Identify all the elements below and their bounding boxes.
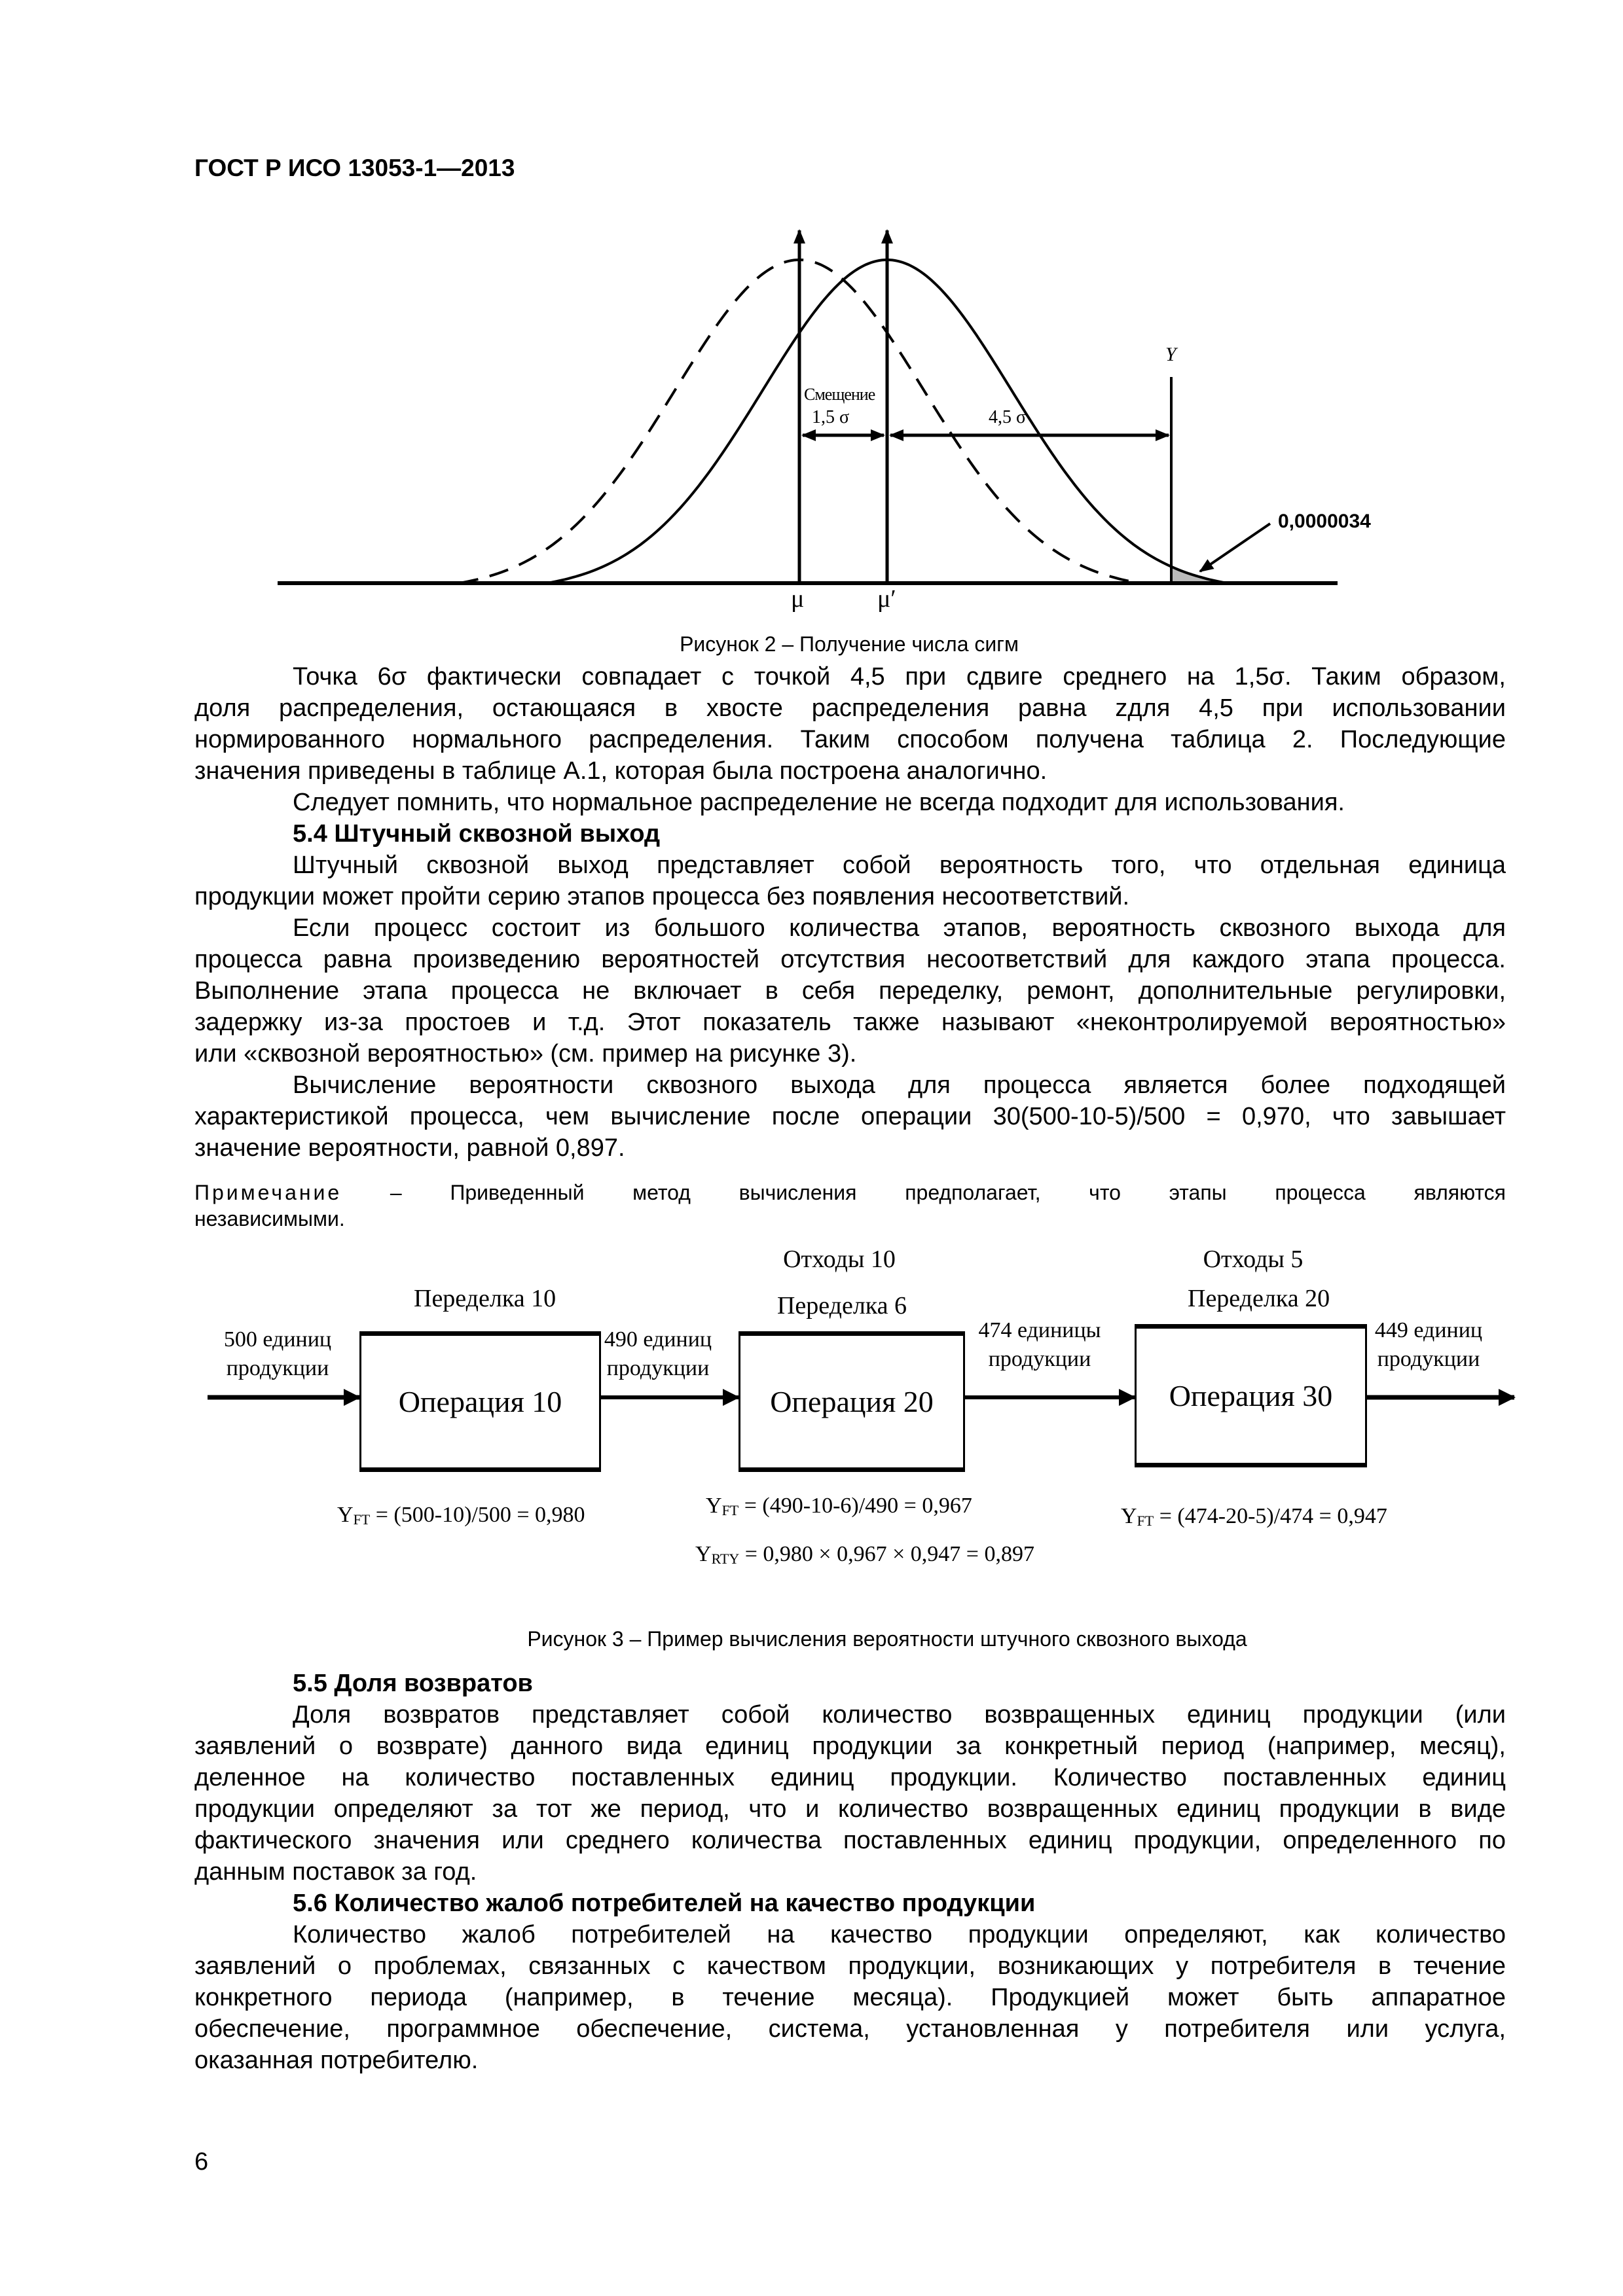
y-subscript: FT xyxy=(721,1502,739,1518)
paragraph-line: Количество жалоб потребителей на качество продукции определяют, как количество xyxy=(293,1921,1506,1948)
section-heading-5-4: 5.4 Штучный сквозной выход xyxy=(293,820,661,848)
output-2-quantity-label xyxy=(968,1316,1112,1374)
section-heading-5-5: 5.5 Доля возвратов xyxy=(293,1670,533,1697)
quantity-line: продукции xyxy=(988,1347,1091,1371)
paragraph-line: продукции определяют за тот же период, что и количество возвращенных единиц продукции в виде xyxy=(194,1795,1506,1823)
y-symbol: Y xyxy=(695,1542,712,1566)
distance-value: 4,5 σ xyxy=(989,407,1027,427)
operation-20-box: Операция 20 xyxy=(739,1331,965,1472)
paragraph-line: Точка 6σ фактически совпадает с точкой 4,5 при сдвиге среднего на 1,5σ. Таким образом, xyxy=(293,663,1506,691)
quantity-line: 474 единицы xyxy=(978,1318,1101,1342)
paragraph-line: Штучный сквозной выход представляет собой вероятность того, что отдельная единица xyxy=(293,852,1506,879)
paragraph-line: данным поставок за год. xyxy=(194,1858,477,1886)
paragraph-line: продукции может пройти серию этапов процесса без появления несоответствий. xyxy=(194,883,1130,910)
input-quantity-line: продукции xyxy=(226,1356,329,1380)
quantity-line: продукции xyxy=(606,1356,710,1380)
y-subscript: FT xyxy=(353,1511,371,1528)
paragraph-line: задержку из-за простоев и т.д. Этот показатель также называют «неконтролируемой вероятностью» xyxy=(194,1009,1506,1036)
output-3-quantity-label xyxy=(1363,1316,1494,1374)
paragraph-line: Если процесс состоит из большого количества этапов, вероятность сквозного выхода для xyxy=(293,914,1506,942)
document-header: ГОСТ Р ИСО 13053-1—2013 xyxy=(194,154,515,181)
note-text: – Приведенный метод вычисления предполагает, что этапы процесса являются xyxy=(342,1181,1506,1204)
page-number: 6 xyxy=(194,2148,209,2176)
tail-pointer-arrow xyxy=(1200,524,1270,571)
rework-20-label: Переделка 20 xyxy=(1188,1285,1330,1312)
figure-2-sigma-diagram xyxy=(0,0,1623,655)
scrap-10-label: Отходы 10 xyxy=(783,1246,896,1273)
yield-formula-op30 xyxy=(1121,1504,1387,1530)
paragraph-line: характеристикой процесса, чем вычисление после операции 30(500-10-5)/500 = 0,970, что завышает xyxy=(194,1103,1506,1130)
input-quantity-line: 500 единиц xyxy=(223,1327,332,1352)
paragraph-line: деленное на количество поставленных единиц продукции. Количество поставленных единиц xyxy=(194,1764,1506,1791)
figure-2-caption: Рисунок 2 – Получение числа сигм xyxy=(680,632,1019,656)
note xyxy=(194,1179,1506,1232)
paragraph-line: конкретного периода (например, в течение месяца). Продукцией может быть аппаратное xyxy=(194,1984,1506,2011)
paragraph-line: нормированного нормального распределения. Таким способом получена таблица 2. Последующие xyxy=(194,726,1506,753)
figure-3-caption: Рисунок 3 – Пример вычисления вероятности штучного сквозного выхода xyxy=(527,1627,1247,1651)
mu-prime-label: μ′ xyxy=(877,585,896,613)
formula-expression: = 0,980 × 0,967 × 0,947 = 0,897 xyxy=(739,1542,1034,1566)
yield-formula-op10 xyxy=(337,1503,585,1528)
paragraph-line: доля распределения, остающаяся в хвосте распределения равна zдля 4,5 при использовании xyxy=(194,694,1506,722)
paragraph-line: фактического значения или среднего количества поставленных единиц продукции, определенного по xyxy=(194,1827,1506,1854)
y-symbol: Y xyxy=(337,1503,354,1527)
paragraph-line: заявлений о проблемах, связанных с качеством продукции, возникающих у потребителя в течение xyxy=(194,1952,1506,1980)
paragraph-line: значение вероятности, равной 0,897. xyxy=(194,1134,625,1162)
formula-expression: = (490-10-6)/490 = 0,967 xyxy=(739,1494,972,1518)
section-text-block-2 xyxy=(194,1668,1506,2076)
operation-30-box: Операция 30 xyxy=(1135,1324,1367,1467)
paragraph-line: Выполнение этапа процесса не включает в себя переделку, ремонт, дополнительные регулировки, xyxy=(194,977,1506,1005)
shift-label: Смещение xyxy=(804,385,875,404)
paragraph-line: значения приведены в таблице А.1, которая была построена аналогично. xyxy=(194,757,1048,785)
y-subscript: RTY xyxy=(711,1551,740,1567)
paragraph-line: процесса равна произведению вероятностей отсутствия несоответствий для каждого этапа процесса. xyxy=(194,946,1506,973)
paragraph-line: Вычисление вероятности сквозного выхода для процесса является более подходящей xyxy=(293,1071,1506,1099)
quantity-line: 449 единиц xyxy=(1374,1318,1483,1342)
paragraph-line: или «сквозной вероятностью» (см. пример на рисунке 3). xyxy=(194,1040,857,1067)
section-heading-5-6: 5.6 Количество жалоб потребителей на качество продукции xyxy=(293,1890,1036,1917)
rework-6-label: Переделка 6 xyxy=(776,1292,907,1319)
y-subscript: FT xyxy=(1137,1513,1154,1529)
output-1-quantity-label xyxy=(593,1325,723,1383)
section-text-block-1 xyxy=(194,661,1506,1164)
mu-label: μ xyxy=(791,585,805,613)
paragraph-line: Доля возвратов представляет собой количество возвращенных единиц продукции (или xyxy=(293,1701,1506,1729)
quantity-line: продукции xyxy=(1377,1347,1480,1371)
tail-probability-value: 0,0000034 xyxy=(1278,511,1371,532)
paragraph-line: обеспечение, программное обеспечение, система, установленная у потребителя или услуга, xyxy=(194,2015,1506,2043)
note-label: Примечание xyxy=(194,1181,342,1204)
formula-expression: = (474-20-5)/474 = 0,947 xyxy=(1154,1504,1387,1528)
note-line xyxy=(194,1179,1506,1206)
quantity-line: 490 единиц xyxy=(604,1327,712,1352)
y-symbol: Y xyxy=(706,1494,722,1518)
scrap-5-label: Отходы 5 xyxy=(1203,1246,1304,1273)
formula-expression: = (500-10)/500 = 0,980 xyxy=(370,1503,585,1527)
paragraph-line: оказанная потребителю. xyxy=(194,2047,479,2074)
limit-label: Y xyxy=(1165,344,1176,365)
input-quantity-label xyxy=(212,1325,343,1383)
y-symbol: Y xyxy=(1121,1504,1137,1528)
rework-10-label: Переделка 10 xyxy=(414,1285,556,1312)
shift-value: 1,5 σ xyxy=(812,407,850,427)
rolled-throughput-yield-formula xyxy=(695,1542,1034,1568)
paragraph-line: заявлений о возврате) данного вида единиц продукции за конкретный период (например, месяц), xyxy=(194,1732,1506,1760)
paragraph-line: Следует помнить, что нормальное распределение не всегда подходит для использования. xyxy=(293,789,1345,816)
note-line: независимыми. xyxy=(194,1207,345,1230)
yield-formula-op20 xyxy=(706,1494,972,1519)
operation-10-box: Операция 10 xyxy=(359,1331,601,1472)
